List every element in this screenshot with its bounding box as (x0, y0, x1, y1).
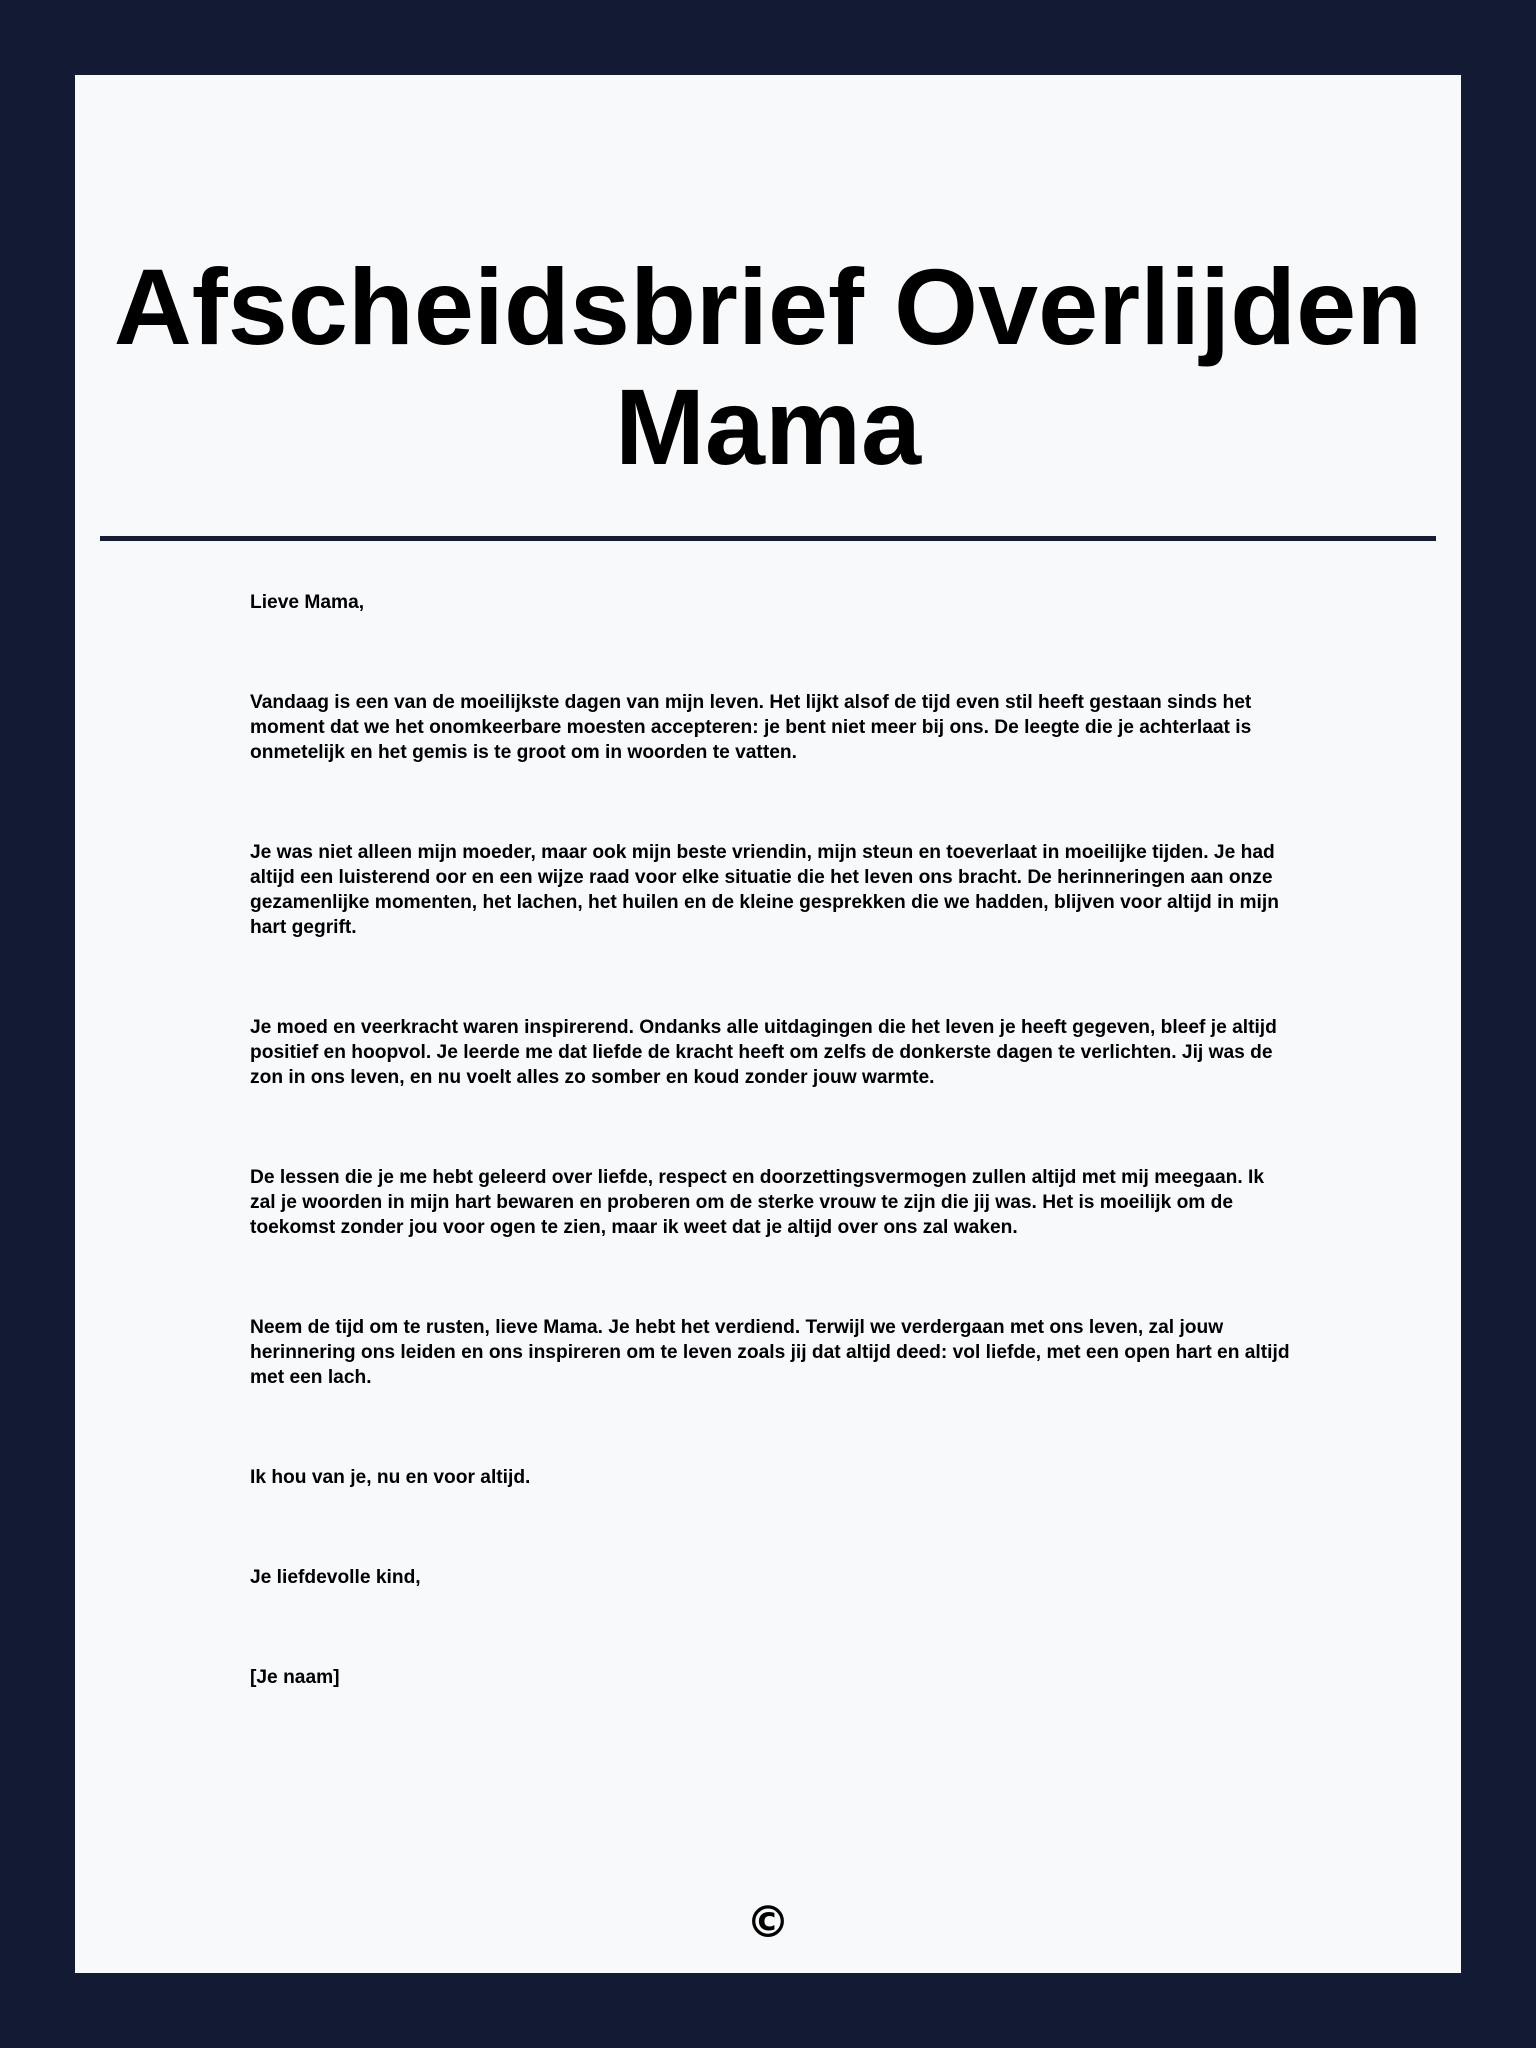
paragraph-4: De lessen die je me hebt geleerd over liefde, respect en doorzettingsvermogen zullen altijd met mij meegaan. Ik zal je woorden in mijn hart bewaren en proberen om de sterke vrouw te zijn die jij was. Het is moeilijk om de toekomst zonder jou voor ogen te zien, maar ik weet dat je altijd over ons zal waken. (250, 1167, 1265, 1238)
greeting: Lieve Mama, (250, 592, 365, 613)
paragraph-3: Je moed en veerkracht waren inspirerend. Ondanks alle uitdagingen die het leven je heeft gegeven, bleef je altijd positief en hoopvol. Je leerde me dat liefde de kracht heeft om zelfs de donkerste dagen te verlichten. Jij was de zon in ons leven, en nu voelt alles zo somber en koud zonder jouw warmte. (250, 1017, 1277, 1088)
sign-off: Je liefdevolle kind, (250, 1567, 421, 1588)
closing-love: Ik hou van je, nu en voor altijd. (250, 1467, 531, 1488)
paragraph-1: Vandaag is een van de moeilijkste dagen van mijn leven. Het lijkt alsof de tijd even stil heeft gestaan sinds het moment dat we het onomkeerbare moesten accepteren: je bent niet meer bij ons. De leegte die je achterlaat is onmetelijk en het gemis is te groot om in woorden te vatten. (250, 692, 1252, 763)
page-title: Afscheidsbrief Overlijden Mama (113, 246, 1423, 487)
paragraph-5: Neem de tijd om te rusten, lieve Mama. Je hebt het verdiend. Terwijl we verdergaan met ons leven, zal jouw herinnering ons leiden en ons inspireren om te leven zoals jij dat altijd deed: vol liefde, met een open hart en altijd met een lach. (250, 1317, 1290, 1388)
copyright-icon: © (746, 1897, 790, 1948)
title-divider (100, 536, 1436, 541)
paragraph-2: Je was niet alleen mijn moeder, maar ook mijn beste vriendin, mijn steun en toeverlaat in moeilijke tijden. Je had altijd een luisterend oor en een wijze raad voor elke situatie die het leven ons bracht. De herinneringen aan onze gezamenlijke momenten, het lachen, het huilen en de kleine gesprekken die we hadden, blijven voor altijd in mijn hart gegrift. (250, 842, 1279, 938)
signature-placeholder: [Je naam] (250, 1667, 340, 1688)
letter-page (75, 75, 1461, 1973)
